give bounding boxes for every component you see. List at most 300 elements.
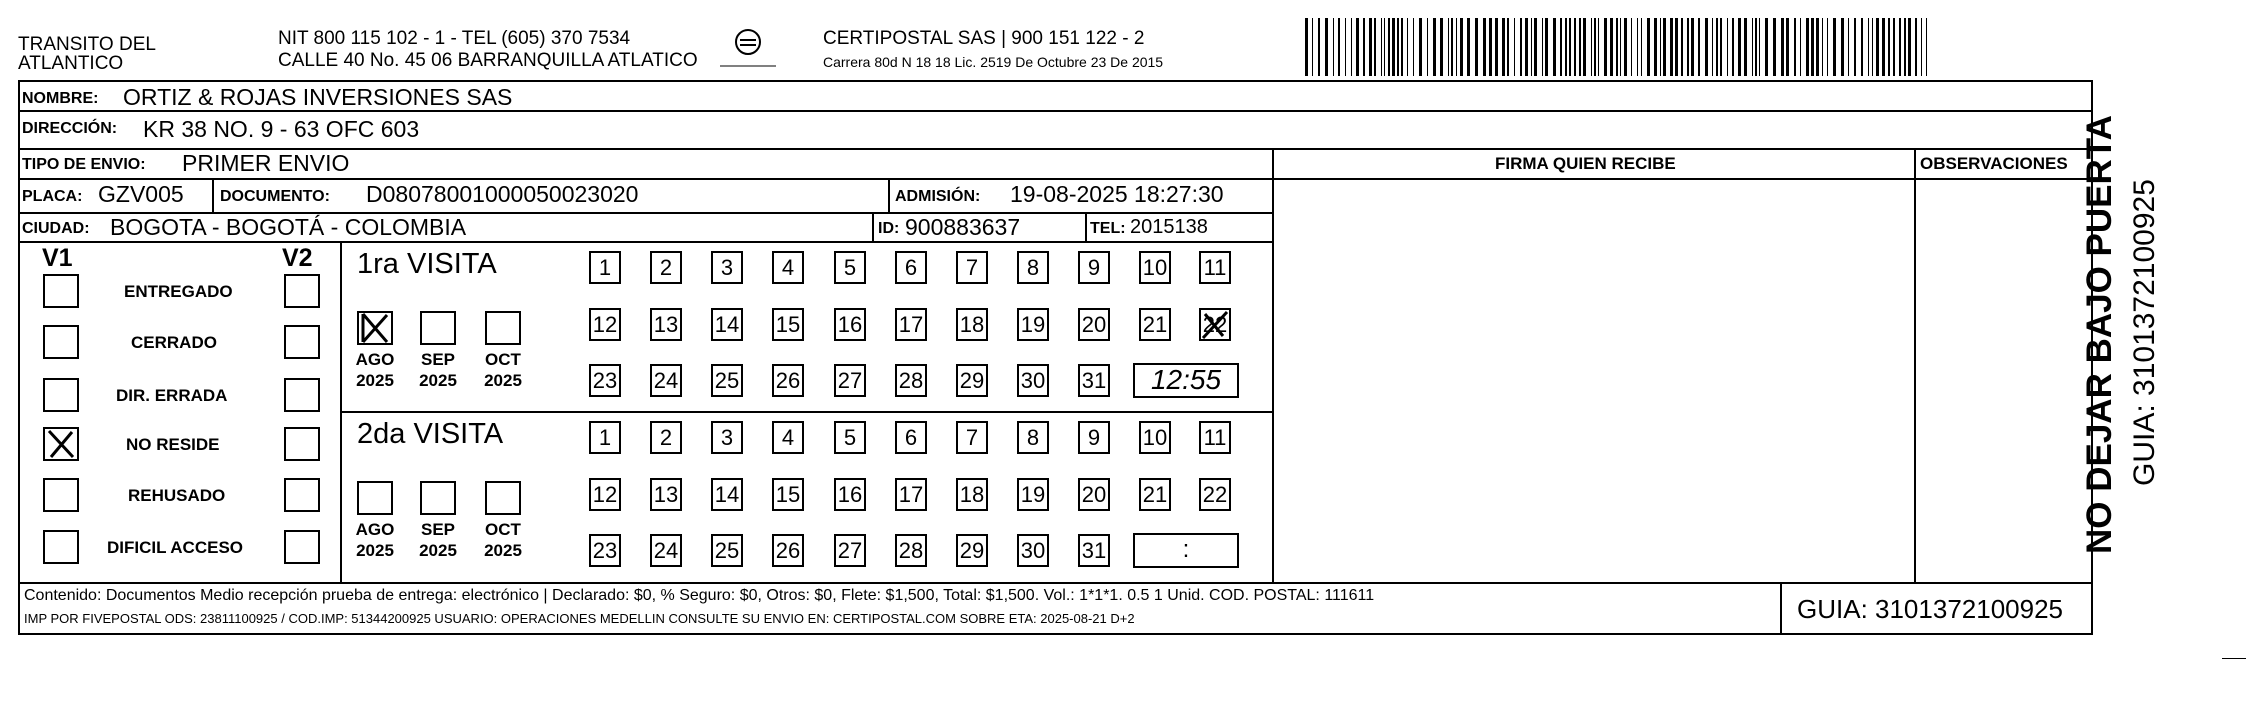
barcode-bar xyxy=(1781,18,1784,76)
barcode xyxy=(1305,18,1935,76)
day-number: 31 xyxy=(1081,538,1107,563)
barcode-bar xyxy=(1545,18,1548,76)
barcode-bar xyxy=(1325,18,1328,76)
day-box[interactable] xyxy=(772,478,804,511)
footer-print-line: IMP POR FIVEPOSTAL ODS: 23811100925 / COD.IMP: 51344200925 USUARIO: OPERACIONES MEDELLIN CONSULTE SU ENVIO EN: CERTIPOSTAL.COM SOBRE ETA: 2025-08-21 D+2 xyxy=(24,611,1135,626)
day-box[interactable] xyxy=(772,308,804,341)
day-number: 5 xyxy=(843,255,857,280)
company-name-line2: ATLANTICO xyxy=(18,53,124,74)
barcode-bar xyxy=(1610,18,1613,76)
day-number: 24 xyxy=(653,368,679,393)
status-label: ENTREGADO xyxy=(124,282,233,301)
v1-checkbox[interactable] xyxy=(43,530,79,564)
barcode-bar xyxy=(1604,18,1607,76)
v1-checkbox[interactable] xyxy=(43,378,79,412)
month-year: 2025 xyxy=(419,541,457,560)
barcode-bar xyxy=(1727,18,1728,76)
day-box[interactable] xyxy=(589,478,621,511)
day-box[interactable] xyxy=(1078,421,1110,454)
barcode-bar xyxy=(1861,18,1863,76)
month-name: AGO xyxy=(355,520,395,539)
day-box[interactable] xyxy=(589,308,621,341)
barcode-bar xyxy=(1565,18,1567,76)
tel-label: TEL: xyxy=(1090,220,1126,237)
day-box[interactable] xyxy=(834,364,866,397)
day-box[interactable] xyxy=(895,308,927,341)
barcode-bar xyxy=(1744,18,1747,76)
month-name: AGO xyxy=(355,350,395,369)
barcode-bar xyxy=(1381,18,1382,76)
barcode-bar xyxy=(1738,18,1741,76)
barcode-bar xyxy=(1720,18,1722,76)
v2-checkbox[interactable] xyxy=(284,378,320,412)
barcode-bar xyxy=(1794,18,1796,76)
month-year: 2025 xyxy=(356,541,394,560)
barcode-bar xyxy=(1569,18,1571,76)
day-number: 11 xyxy=(1203,255,1227,280)
day-box[interactable] xyxy=(650,251,682,284)
day-number: 26 xyxy=(775,538,801,563)
barcode-bar xyxy=(1305,18,1308,76)
day-number: 7 xyxy=(965,425,979,450)
day-number: 12 xyxy=(592,482,618,507)
day-box[interactable] xyxy=(711,364,743,397)
day-box[interactable] xyxy=(1139,421,1171,454)
day-box[interactable] xyxy=(956,364,988,397)
barcode-bar xyxy=(1893,18,1895,76)
barcode-bar xyxy=(1433,18,1436,76)
barcode-bar xyxy=(1663,18,1666,76)
barcode-bar xyxy=(1786,18,1789,76)
day-number: 26 xyxy=(775,368,801,393)
month-name: SEP xyxy=(420,520,456,539)
barcode-bar xyxy=(1351,18,1352,76)
barcode-bar xyxy=(1534,18,1537,76)
day-number: 24 xyxy=(653,538,679,563)
day-number: 10 xyxy=(1142,255,1168,280)
barcode-bar xyxy=(1369,18,1372,76)
barcode-bar xyxy=(1475,18,1478,76)
ciudad-value: BOGOTA - BOGOTÁ - COLOMBIA xyxy=(110,214,467,240)
v1-checkbox[interactable] xyxy=(43,427,79,461)
barcode-bar xyxy=(1401,18,1403,76)
day-box[interactable] xyxy=(1199,308,1231,341)
day-box[interactable] xyxy=(772,251,804,284)
day-number: 28 xyxy=(898,538,924,563)
barcode-bar xyxy=(1624,18,1627,76)
month-year: 2025 xyxy=(484,371,522,390)
day-number: 9 xyxy=(1087,425,1101,450)
admision-value: 19-08-2025 18:27:30 xyxy=(1010,181,1224,207)
barcode-bar xyxy=(1687,18,1689,76)
barcode-bar xyxy=(1888,18,1890,76)
month-year: 2025 xyxy=(419,371,457,390)
barcode-bar xyxy=(1868,18,1869,76)
barcode-bar xyxy=(1904,18,1906,76)
month-label xyxy=(347,349,403,391)
day-box[interactable] xyxy=(1199,478,1231,511)
day-number: 17 xyxy=(898,482,924,507)
barcode-bar xyxy=(1467,18,1470,76)
day-number: 25 xyxy=(714,368,740,393)
month-year: 2025 xyxy=(484,541,522,560)
barcode-bar xyxy=(1872,18,1873,76)
documento-label: DOCUMENTO: xyxy=(220,188,330,205)
v2-checkbox[interactable] xyxy=(284,478,320,512)
barcode-bar xyxy=(1765,18,1768,76)
day-number: 16 xyxy=(837,482,863,507)
barcode-bar xyxy=(1921,18,1922,76)
day-number: 4 xyxy=(781,425,795,450)
day-box[interactable] xyxy=(834,251,866,284)
barcode-bar xyxy=(1356,18,1359,76)
barcode-bar xyxy=(1800,18,1801,76)
day-box[interactable] xyxy=(956,478,988,511)
barcode-bar xyxy=(1915,18,1917,76)
barcode-bar xyxy=(1427,18,1428,76)
barcode-bar xyxy=(1841,18,1844,76)
status-label: NO RESIDE xyxy=(126,435,220,454)
status-label: DIR. ERRADA xyxy=(116,386,228,405)
month-year: 2025 xyxy=(356,371,394,390)
status-label: REHUSADO xyxy=(128,486,226,505)
day-number: 8 xyxy=(1026,255,1040,280)
day-number: 27 xyxy=(837,368,863,393)
status-label: CERRADO xyxy=(131,333,217,352)
barcode-bar xyxy=(1675,18,1678,76)
day-number: 18 xyxy=(959,312,985,337)
nombre-label: NOMBRE: xyxy=(22,90,99,107)
day-number: 31 xyxy=(1081,368,1107,393)
day-box[interactable] xyxy=(650,364,682,397)
id-value: 900883637 xyxy=(905,214,1021,240)
barcode-bar xyxy=(1583,18,1586,76)
barcode-bar xyxy=(1451,18,1453,76)
month-label xyxy=(410,349,466,391)
day-number: 29 xyxy=(959,538,985,563)
ciudad-label: CIUDAD: xyxy=(22,220,90,237)
day-number: 23 xyxy=(592,368,618,393)
day-box[interactable] xyxy=(1139,308,1171,341)
day-box[interactable] xyxy=(650,534,682,567)
barcode-bar xyxy=(1419,18,1422,76)
day-box[interactable] xyxy=(711,421,743,454)
barcode-bar xyxy=(1882,18,1885,76)
barcode-bar xyxy=(1507,18,1509,76)
month-label xyxy=(475,349,531,391)
month-checkbox[interactable] xyxy=(357,311,393,345)
barcode-bar xyxy=(1822,18,1823,76)
footer-guia: GUIA: 3101372100925 xyxy=(1797,594,2063,624)
barcode-bar xyxy=(1716,18,1718,76)
day-box[interactable] xyxy=(834,308,866,341)
barcode-bar xyxy=(1752,18,1753,76)
day-box[interactable] xyxy=(589,364,621,397)
v1-checkbox[interactable] xyxy=(43,274,79,308)
barcode-bar xyxy=(1759,18,1760,76)
day-box[interactable] xyxy=(1017,364,1049,397)
day-box[interactable] xyxy=(1078,534,1110,567)
v2-checkbox[interactable] xyxy=(284,427,320,461)
barcode-bar xyxy=(1833,18,1836,76)
month-checkbox[interactable] xyxy=(420,311,456,345)
tipo-envio-value: PRIMER ENVIO xyxy=(182,150,350,176)
day-number: 3 xyxy=(720,425,734,450)
day-number: 14 xyxy=(714,312,740,337)
day-number: 3 xyxy=(720,255,734,280)
direccion-value: KR 38 NO. 9 - 63 OFC 603 xyxy=(143,116,420,142)
barcode-bar xyxy=(1806,18,1809,76)
barcode-bar xyxy=(1705,18,1708,76)
barcode-bar xyxy=(1654,18,1657,76)
day-box[interactable] xyxy=(772,364,804,397)
day-box[interactable] xyxy=(589,421,621,454)
tel-value: 2015138 xyxy=(1130,216,1208,238)
barcode-bar xyxy=(1312,18,1313,76)
day-box[interactable] xyxy=(711,534,743,567)
margin-mark xyxy=(2222,658,2246,659)
day-number: 8 xyxy=(1026,425,1040,450)
direccion-label: DIRECCIÓN: xyxy=(22,120,118,137)
barcode-bar xyxy=(1542,18,1543,76)
v1-header: V1 xyxy=(42,244,73,272)
day-box[interactable] xyxy=(1078,364,1110,397)
barcode-bar xyxy=(1413,18,1414,76)
barcode-bar xyxy=(1755,18,1757,76)
v2-checkbox[interactable] xyxy=(284,325,320,359)
day-box[interactable] xyxy=(895,534,927,567)
footer-content-line: Contenido: Documentos Medio recepción prueba de entrega: electrónico | Declarado: $0, % Seguro: $0, Otros: $0, Flete: $1,500, Total: $1,500. Vol.: 1*1*1. 0.5 1 Unid. COD. POSTAL: 111611 xyxy=(24,587,1375,604)
barcode-bar xyxy=(1876,18,1879,76)
barcode-bar xyxy=(1899,18,1901,76)
barcode-bar xyxy=(1681,18,1683,76)
day-box[interactable] xyxy=(1017,478,1049,511)
status-label: DIFICIL ACCESO xyxy=(107,538,244,557)
barcode-bar xyxy=(1460,18,1463,76)
day-box[interactable] xyxy=(895,251,927,284)
license-line: Carrera 80d N 18 18 Lic. 2519 De Octubre 23 De 2015 xyxy=(823,54,1164,70)
barcode-bar xyxy=(1502,18,1505,76)
day-box[interactable] xyxy=(834,534,866,567)
firma-header: FIRMA QUIEN RECIBE xyxy=(1495,154,1676,173)
barcode-bar xyxy=(1637,18,1638,76)
barcode-bar xyxy=(1407,18,1408,76)
day-number: 7 xyxy=(965,255,979,280)
barcode-bar xyxy=(1520,18,1522,76)
day-number: 4 xyxy=(781,255,795,280)
barcode-bar xyxy=(1560,18,1562,76)
day-number: 28 xyxy=(898,368,924,393)
barcode-bar xyxy=(1345,18,1346,76)
barcode-bar xyxy=(1574,18,1576,76)
day-number: 1 xyxy=(598,425,612,450)
day-number: 1 xyxy=(598,255,612,280)
day-box[interactable] xyxy=(1017,421,1049,454)
day-box[interactable] xyxy=(1199,251,1231,284)
month-label xyxy=(347,519,403,561)
day-box[interactable] xyxy=(1017,308,1049,341)
day-number: 21 xyxy=(1142,482,1168,507)
day-box[interactable] xyxy=(895,364,927,397)
barcode-bar xyxy=(1660,18,1661,76)
day-number: 2 xyxy=(659,425,673,450)
id-label: ID: xyxy=(878,220,900,237)
certipostal-line: CERTIPOSTAL SAS | 900 151 122 - 2 xyxy=(823,28,1145,49)
day-number: 5 xyxy=(843,425,857,450)
barcode-bar xyxy=(1384,18,1385,76)
day-number: 18 xyxy=(959,482,985,507)
day-box[interactable] xyxy=(1139,478,1171,511)
barcode-bar xyxy=(1647,18,1650,76)
v2-header: V2 xyxy=(282,244,313,272)
day-number: 6 xyxy=(904,255,918,280)
certipostal-logo xyxy=(718,28,778,74)
day-box[interactable] xyxy=(956,251,988,284)
day-box[interactable] xyxy=(1078,308,1110,341)
barcode-bar xyxy=(1374,18,1376,76)
day-box[interactable] xyxy=(772,534,804,567)
day-number: 9 xyxy=(1087,255,1101,280)
month-checkbox[interactable] xyxy=(485,481,521,515)
barcode-bar xyxy=(1591,18,1592,76)
barcode-bar xyxy=(1388,18,1390,76)
barcode-bar xyxy=(1670,18,1673,76)
day-box[interactable] xyxy=(1139,251,1171,284)
day-box[interactable] xyxy=(1199,421,1231,454)
barcode-bar xyxy=(1811,18,1814,76)
month-checkbox[interactable] xyxy=(485,311,521,345)
day-number: 29 xyxy=(959,368,985,393)
day-number: 6 xyxy=(904,425,918,450)
day-number: 15 xyxy=(775,482,801,507)
day-box[interactable] xyxy=(1078,478,1110,511)
day-box[interactable] xyxy=(956,421,988,454)
day-number: 14 xyxy=(714,482,740,507)
day-number: 16 xyxy=(837,312,863,337)
barcode-bar xyxy=(1854,18,1856,76)
day-number: 13 xyxy=(653,482,679,507)
day-box[interactable] xyxy=(650,421,682,454)
day-box[interactable] xyxy=(834,421,866,454)
barcode-bar xyxy=(1456,18,1457,76)
barcode-bar xyxy=(1397,18,1399,76)
day-box[interactable] xyxy=(956,308,988,341)
month-name: OCT xyxy=(485,350,521,369)
day-number: 2 xyxy=(659,255,673,280)
placa-label: PLACA: xyxy=(22,188,83,205)
barcode-bar xyxy=(1495,18,1498,76)
day-number: 21 xyxy=(1142,312,1168,337)
barcode-bar xyxy=(1908,18,1911,76)
v2-checkbox[interactable] xyxy=(284,274,320,308)
barcode-bar xyxy=(1691,18,1694,76)
day-box[interactable] xyxy=(711,251,743,284)
day-box[interactable] xyxy=(1078,251,1110,284)
barcode-bar xyxy=(1620,18,1621,76)
no-dejar-bajo-puerta-notice: NO DEJAR BAJO PUERTA xyxy=(2080,115,2119,554)
observaciones-header: OBSERVACIONES xyxy=(1920,154,2068,173)
barcode-bar xyxy=(1363,18,1365,76)
barcode-bar xyxy=(1594,18,1596,76)
day-box[interactable] xyxy=(834,478,866,511)
month-name: OCT xyxy=(485,520,521,539)
day-box[interactable] xyxy=(711,308,743,341)
barcode-bar xyxy=(1333,18,1334,76)
nombre-value: ORTIZ & ROJAS INVERSIONES SAS xyxy=(123,84,513,110)
time-box[interactable]: : xyxy=(1133,533,1239,568)
nit-line: NIT 800 115 102 - 1 - TEL (605) 370 7534 xyxy=(278,28,631,49)
month-checkbox[interactable] xyxy=(420,481,456,515)
visit-title: 1ra VISITA xyxy=(357,248,497,280)
barcode-bar xyxy=(1525,18,1528,76)
barcode-bar xyxy=(1827,18,1828,76)
barcode-bar xyxy=(1926,18,1927,76)
day-number: 10 xyxy=(1142,425,1168,450)
day-box[interactable] xyxy=(956,534,988,567)
day-number: 13 xyxy=(653,312,679,337)
barcode-bar xyxy=(1598,18,1599,76)
barcode-bar xyxy=(1531,18,1532,76)
day-number: 27 xyxy=(837,538,863,563)
day-box[interactable] xyxy=(650,478,682,511)
day-box[interactable] xyxy=(1017,534,1049,567)
day-number: 23 xyxy=(592,538,618,563)
day-number: 30 xyxy=(1020,538,1046,563)
day-number: 19 xyxy=(1020,482,1046,507)
day-number: 20 xyxy=(1081,482,1107,507)
day-box[interactable] xyxy=(895,421,927,454)
barcode-bar xyxy=(1698,18,1700,76)
day-number: 22 xyxy=(1202,312,1228,337)
day-number: 20 xyxy=(1081,312,1107,337)
day-number: 30 xyxy=(1020,368,1046,393)
tipo-envio-label: TIPO DE ENVIO: xyxy=(22,156,146,173)
barcode-bar xyxy=(1773,18,1776,76)
v1-checkbox[interactable] xyxy=(43,325,79,359)
time-box[interactable]: 12:55 xyxy=(1133,363,1239,398)
documento-value: D08078001000050023020 xyxy=(366,181,639,207)
month-label xyxy=(410,519,466,561)
day-number: 22 xyxy=(1202,482,1228,507)
barcode-bar xyxy=(1641,18,1642,76)
day-box[interactable] xyxy=(711,478,743,511)
day-box[interactable] xyxy=(589,251,621,284)
day-box[interactable] xyxy=(650,308,682,341)
side-guia: GUIA: 3101372100925 xyxy=(2128,179,2161,486)
month-checkbox[interactable] xyxy=(357,481,393,515)
barcode-bar xyxy=(1848,18,1849,76)
barcode-bar xyxy=(1448,18,1449,76)
barcode-bar xyxy=(1816,18,1819,76)
barcode-bar xyxy=(1514,18,1515,76)
day-box[interactable] xyxy=(772,421,804,454)
day-box[interactable] xyxy=(1017,251,1049,284)
barcode-bar xyxy=(1489,18,1492,76)
month-label xyxy=(475,519,531,561)
month-name: SEP xyxy=(420,350,456,369)
v2-checkbox[interactable] xyxy=(284,530,320,564)
barcode-bar xyxy=(1579,18,1581,76)
barcode-bar xyxy=(1483,18,1486,76)
barcode-bar xyxy=(1631,18,1632,76)
day-box[interactable] xyxy=(589,534,621,567)
barcode-bar xyxy=(1616,18,1618,76)
company-name-line1: TRANSITO DEL xyxy=(18,34,156,55)
v1-checkbox[interactable] xyxy=(43,478,79,512)
barcode-bar xyxy=(1732,18,1734,76)
day-box[interactable] xyxy=(895,478,927,511)
day-number: 11 xyxy=(1203,425,1227,450)
